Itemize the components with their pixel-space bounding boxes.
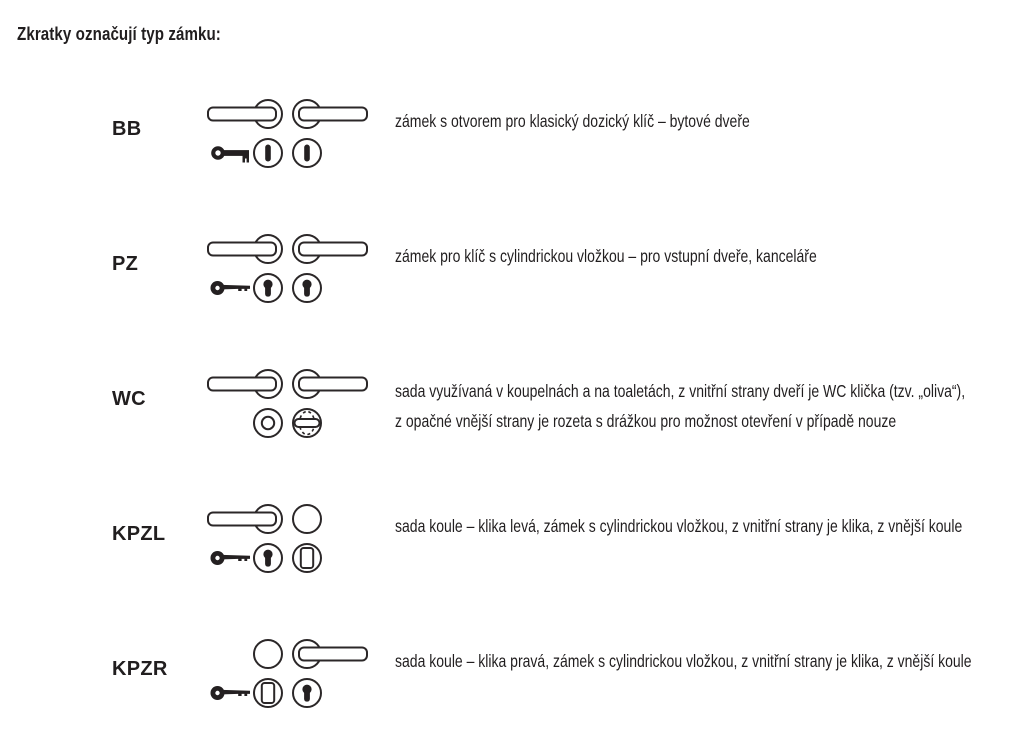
lock-description [395,106,1011,136]
lock-type-row [0,501,1011,581]
key-cylinder-icon [211,686,251,700]
lock-code-label: WC [112,388,146,410]
keyhole-buntbart-icon [254,139,282,167]
keyhole-buntbart-icon [293,139,321,167]
lock-type-row [0,636,1011,716]
lock-description [395,646,1011,676]
lock-code-label: BB [112,118,142,140]
lock-code-label: PZ [112,253,139,275]
handle-right-icon [293,235,367,263]
lockset-diagram [203,231,373,311]
description-line: zámek pro klíč s cylindrickou vložkou – pro vstupní dveře, kanceláře [395,246,817,266]
handle-right-icon [293,640,367,668]
rosette-slot-icon [254,409,282,437]
lock-description [395,376,1011,436]
lockset-diagram [203,96,373,176]
key-cylinder-icon [211,551,251,565]
lock-description [395,511,1011,541]
keyhole-cylinder-icon [293,274,321,302]
page-title: Zkratky označují typ zámku: [17,24,221,44]
handle-right-icon [293,100,367,128]
escutcheon-blind-icon [254,679,282,707]
keyhole-cylinder-icon [254,544,282,572]
handle-left-icon [208,235,282,263]
lock-code-label: KPZR [112,658,168,680]
handle-left-icon [208,100,282,128]
lock-type-row [0,96,1011,176]
lockset-diagram [203,636,373,716]
description-line: sada koule – klika pravá, zámek s cylindrickou vložkou, z vnitřní strany je klika, z vnější koule [395,651,972,671]
lockset-diagram [203,501,373,581]
knob-icon [254,640,282,668]
lock-code-label: KPZL [112,523,166,545]
description-line: z opačné vnější strany je rozeta s drážkou pro možnost otevření v případě nouze [395,411,897,431]
knob-icon [293,505,321,533]
key-cylinder-icon [211,281,251,295]
lock-type-row [0,366,1011,446]
key-classic-icon [211,146,249,162]
handle-left-icon [208,370,282,398]
handle-right-icon [293,370,367,398]
lockset-diagram [203,366,373,446]
lock-type-row [0,231,1011,311]
description-line: zámek s otvorem pro klasický dozický klíč – bytové dveře [395,111,750,131]
keyhole-cylinder-icon [293,679,321,707]
escutcheon-blind-icon [293,544,321,572]
lock-description [395,241,1011,271]
description-line: sada využívaná v koupelnách a na toaletách, z vnitřní strany dveří je WC klička (tzv. „oliva“), [395,381,966,401]
keyhole-cylinder-icon [254,274,282,302]
handle-left-icon [208,505,282,533]
wc-turn-icon [293,409,321,437]
description-line: sada koule – klika levá, zámek s cylindrickou vložkou, z vnitřní strany je klika, z vnější koule [395,516,963,536]
